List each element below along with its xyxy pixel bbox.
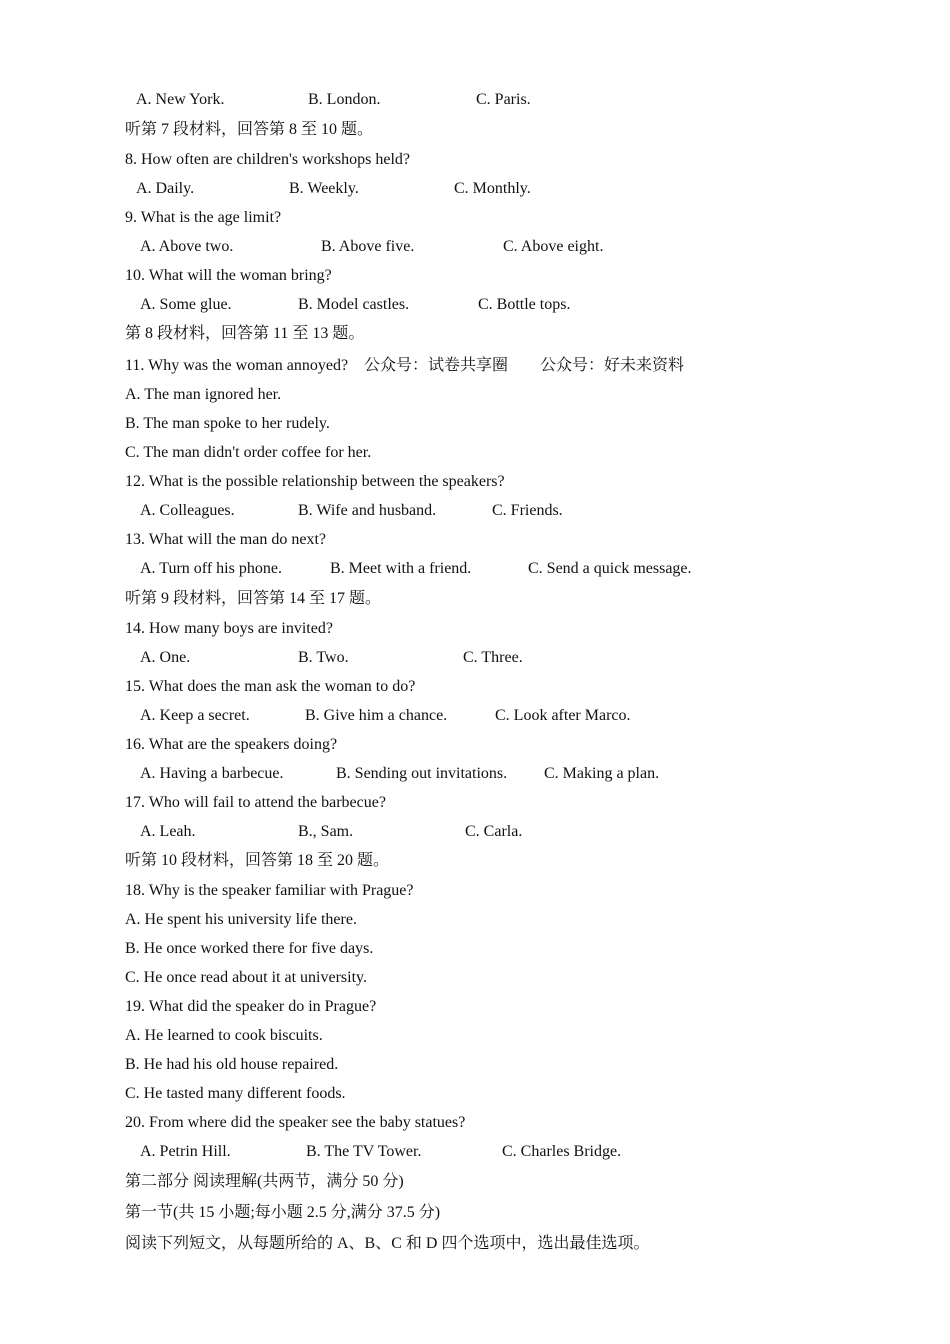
- q15-option-b: B. Give him a chance.: [305, 707, 448, 724]
- question-15: 15. What does the man ask the woman to do?: [125, 678, 416, 695]
- q9-option-b: B. Above five.: [321, 238, 415, 255]
- q18-option-b: B. He once worked there for five days.: [125, 940, 374, 957]
- q13-option-c: C. Send a quick message.: [528, 560, 692, 577]
- q16-option-b: B. Sending out invitations.: [336, 765, 508, 782]
- q8-option-c: C. Monthly.: [454, 180, 531, 197]
- q12-option-c: C. Friends.: [492, 502, 563, 519]
- q10-option-a: A. Some glue.: [140, 296, 232, 313]
- q14-option-a: A. One.: [140, 649, 191, 666]
- question-9: 9. What is the age limit?: [125, 209, 282, 226]
- q11-option-b: B. The man spoke to her rudely.: [125, 415, 330, 432]
- question-10: 10. What will the woman bring?: [125, 267, 332, 284]
- q8-option-b: B. Weekly.: [289, 180, 359, 197]
- q12-option-a: A. Colleagues.: [140, 502, 235, 519]
- question-8: 8. How often are children's workshops held?: [125, 151, 411, 168]
- q11-option-a: A. The man ignored her.: [125, 386, 282, 403]
- q19-option-a: A. He learned to cook biscuits.: [125, 1027, 323, 1044]
- section-8-header: 第 8 段材料，回答第 11 至 13 题。: [125, 325, 365, 342]
- question-17: 17. Who will fail to attend the barbecue?: [125, 794, 386, 811]
- q19-option-c: C. He tasted many different foods.: [125, 1085, 346, 1102]
- question-20: 20. From where did the speaker see the baby statues?: [125, 1114, 466, 1131]
- watermark-1: 公众号：试卷共享圈: [364, 357, 509, 374]
- q20-option-b: B. The TV Tower.: [306, 1143, 422, 1160]
- q7-option-b: B. London.: [308, 91, 381, 108]
- section-9-header: 听第 9 段材料，回答第 14 至 17 题。: [125, 590, 382, 607]
- q17-option-c: C. Carla.: [465, 823, 523, 840]
- section-7-header: 听第 7 段材料，回答第 8 至 10 题。: [125, 121, 374, 138]
- q20-option-a: A. Petrin Hill.: [140, 1143, 231, 1160]
- q9-option-a: A. Above two.: [140, 238, 234, 255]
- question-18: 18. Why is the speaker familiar with Prague?: [125, 882, 414, 899]
- q15-option-c: C. Look after Marco.: [495, 707, 631, 724]
- part-2-header: 第二部分 阅读理解(共两节，满分 50 分): [125, 1173, 404, 1190]
- question-16: 16. What are the speakers doing?: [125, 736, 338, 753]
- q10-option-c: C. Bottle tops.: [478, 296, 571, 313]
- q18-option-a: A. He spent his university life there.: [125, 911, 357, 928]
- reading-instructions: 阅读下列短文，从每题所给的 A、B、C 和 D 四个选项中，选出最佳选项。: [125, 1235, 650, 1252]
- section-1-header: 第一节(共 15 小题;每小题 2.5 分,满分 37.5 分): [125, 1204, 441, 1221]
- q14-option-c: C. Three.: [463, 649, 523, 666]
- q8-option-a: A. Daily.: [136, 180, 195, 197]
- q14-option-b: B. Two.: [298, 649, 349, 666]
- q15-option-a: A. Keep a secret.: [140, 707, 250, 724]
- q13-option-b: B. Meet with a friend.: [330, 560, 472, 577]
- q20-option-c: C. Charles Bridge.: [502, 1143, 622, 1160]
- q13-option-a: A. Turn off his phone.: [140, 560, 282, 577]
- q12-option-b: B. Wife and husband.: [298, 502, 437, 519]
- question-13: 13. What will the man do next?: [125, 531, 326, 548]
- q17-option-a: A. Leah.: [140, 823, 196, 840]
- q16-option-a: A. Having a barbecue.: [140, 765, 284, 782]
- q9-option-c: C. Above eight.: [503, 238, 604, 255]
- question-12: 12. What is the possible relationship between the speakers?: [125, 473, 505, 490]
- question-14: 14. How many boys are invited?: [125, 620, 333, 637]
- q17-option-b: B., Sam.: [298, 823, 354, 840]
- q7-option-a: A. New York.: [136, 91, 225, 108]
- section-10-header: 听第 10 段材料，回答第 18 至 20 题。: [125, 852, 390, 869]
- question-11: 11. Why was the woman annoyed?: [125, 357, 349, 374]
- question-19: 19. What did the speaker do in Prague?: [125, 998, 377, 1015]
- watermark-2: 公众号：好未来资料: [540, 357, 685, 374]
- q18-option-c: C. He once read about it at university.: [125, 969, 367, 986]
- q19-option-b: B. He had his old house repaired.: [125, 1056, 339, 1073]
- q16-option-c: C. Making a plan.: [544, 765, 660, 782]
- q11-option-c: C. The man didn't order coffee for her.: [125, 444, 372, 461]
- q10-option-b: B. Model castles.: [298, 296, 410, 313]
- q7-option-c: C. Paris.: [476, 91, 531, 108]
